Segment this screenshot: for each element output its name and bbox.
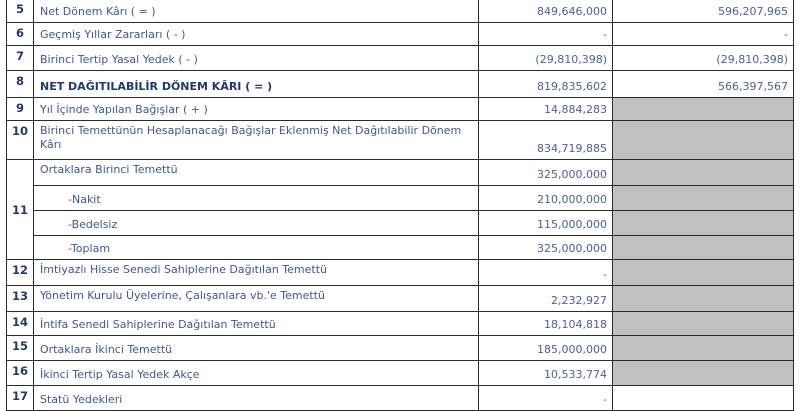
table-row [7, 71, 794, 98]
previous-period-value-disabled [613, 361, 794, 386]
row-number: 11 [7, 160, 34, 260]
current-period-value[interactable]: (29,810,398) [479, 46, 613, 71]
table-row [7, 312, 794, 336]
table-row [7, 386, 794, 411]
row-label[interactable]: Yıl İçinde Yapılan Bağışlar ( + ) [34, 98, 479, 121]
subrow-label[interactable]: -Nakit [34, 186, 479, 211]
previous-period-value-disabled [613, 236, 794, 260]
current-period-value[interactable]: - [479, 386, 613, 411]
row-label[interactable]: Ortaklara İkinci Temettü [34, 336, 479, 361]
table-row [7, 160, 794, 186]
current-period-value[interactable]: - [479, 23, 613, 46]
table-row [7, 286, 794, 312]
previous-period-value-disabled [613, 98, 794, 121]
row-number: 15 [7, 336, 34, 361]
table-row [7, 260, 794, 286]
row-number: 13 [7, 286, 34, 312]
previous-period-value[interactable]: 596,207,965 [613, 0, 794, 23]
row-number: 6 [7, 23, 34, 46]
current-period-value[interactable]: 10,533,774 [479, 361, 613, 386]
row-label[interactable]: İkinci Tertip Yasal Yedek Akçe [34, 361, 479, 386]
previous-period-value-disabled [613, 121, 794, 160]
row-label[interactable]: İntifa Senedi Sahiplerine Dağıtılan Temettü [34, 312, 479, 336]
current-period-value[interactable]: 18,104,818 [479, 312, 613, 336]
row-label[interactable]: İmtiyazlı Hisse Senedi Sahiplerine Dağıtılan Temettü [34, 260, 479, 286]
profit-distribution-table [6, 0, 794, 411]
row-number: 8 [7, 71, 34, 98]
current-period-value[interactable]: 834,719,885 [479, 121, 613, 160]
current-period-value[interactable]: 325,000,000 [479, 236, 613, 260]
previous-period-value-disabled [613, 160, 794, 186]
current-period-value[interactable]: 819,835,602 [479, 71, 613, 98]
row-number: 16 [7, 361, 34, 386]
current-period-value[interactable]: - [479, 260, 613, 286]
previous-period-value[interactable] [613, 386, 794, 411]
current-period-value[interactable]: 325,000,000 [479, 160, 613, 186]
row-number: 10 [7, 121, 34, 160]
table-row [7, 121, 794, 160]
row-number: 9 [7, 98, 34, 121]
current-period-value[interactable]: 14,884,283 [479, 98, 613, 121]
previous-period-value-disabled [613, 186, 794, 211]
subrow-label[interactable]: -Bedelsiz [34, 211, 479, 236]
current-period-value[interactable]: 115,000,000 [479, 211, 613, 236]
table-row [7, 46, 794, 71]
table-row [7, 0, 794, 23]
previous-period-value[interactable]: (29,810,398) [613, 46, 794, 71]
row-label[interactable]: Net Dönem Kârı ( = ) [34, 0, 479, 23]
previous-period-value[interactable]: - [613, 23, 794, 46]
table-row [7, 361, 794, 386]
row-label[interactable]: Birinci Temettünün Hesaplanacağı Bağışlar Eklenmiş Net Dağıtılabilir Dönem Kârı [34, 121, 479, 160]
row-label[interactable]: Ortaklara Birinci Temettü [34, 160, 479, 186]
table-subrow [7, 211, 794, 236]
table-row [7, 98, 794, 121]
previous-period-value-disabled [613, 211, 794, 236]
row-label[interactable]: Birinci Tertip Yasal Yedek ( - ) [34, 46, 479, 71]
table-row [7, 336, 794, 361]
current-period-value[interactable]: 2,232,927 [479, 286, 613, 312]
row-label[interactable]: Statü Yedekleri [34, 386, 479, 411]
row-label[interactable]: Yönetim Kurulu Üyelerine, Çalışanlara vb.'e Temettü [34, 286, 479, 312]
current-period-value[interactable]: 210,000,000 [479, 186, 613, 211]
previous-period-value[interactable]: 566,397,567 [613, 71, 794, 98]
current-period-value[interactable]: 185,000,000 [479, 336, 613, 361]
row-number: 7 [7, 46, 34, 71]
row-number: 5 [7, 0, 34, 23]
table-subrow [7, 236, 794, 260]
table-subrow [7, 186, 794, 211]
current-period-value[interactable]: 849,646,000 [479, 0, 613, 23]
row-label[interactable]: Geçmiş Yıllar Zararları ( - ) [34, 23, 479, 46]
subrow-label[interactable]: -Toplam [34, 236, 479, 260]
previous-period-value-disabled [613, 336, 794, 361]
row-label[interactable]: NET DAĞITILABİLİR DÖNEM KÂRI ( = ) [34, 71, 479, 98]
table-row [7, 23, 794, 46]
previous-period-value-disabled [613, 260, 794, 286]
previous-period-value-disabled [613, 286, 794, 312]
row-number: 17 [7, 386, 34, 411]
previous-period-value-disabled [613, 312, 794, 336]
row-number: 12 [7, 260, 34, 286]
row-number: 14 [7, 312, 34, 336]
